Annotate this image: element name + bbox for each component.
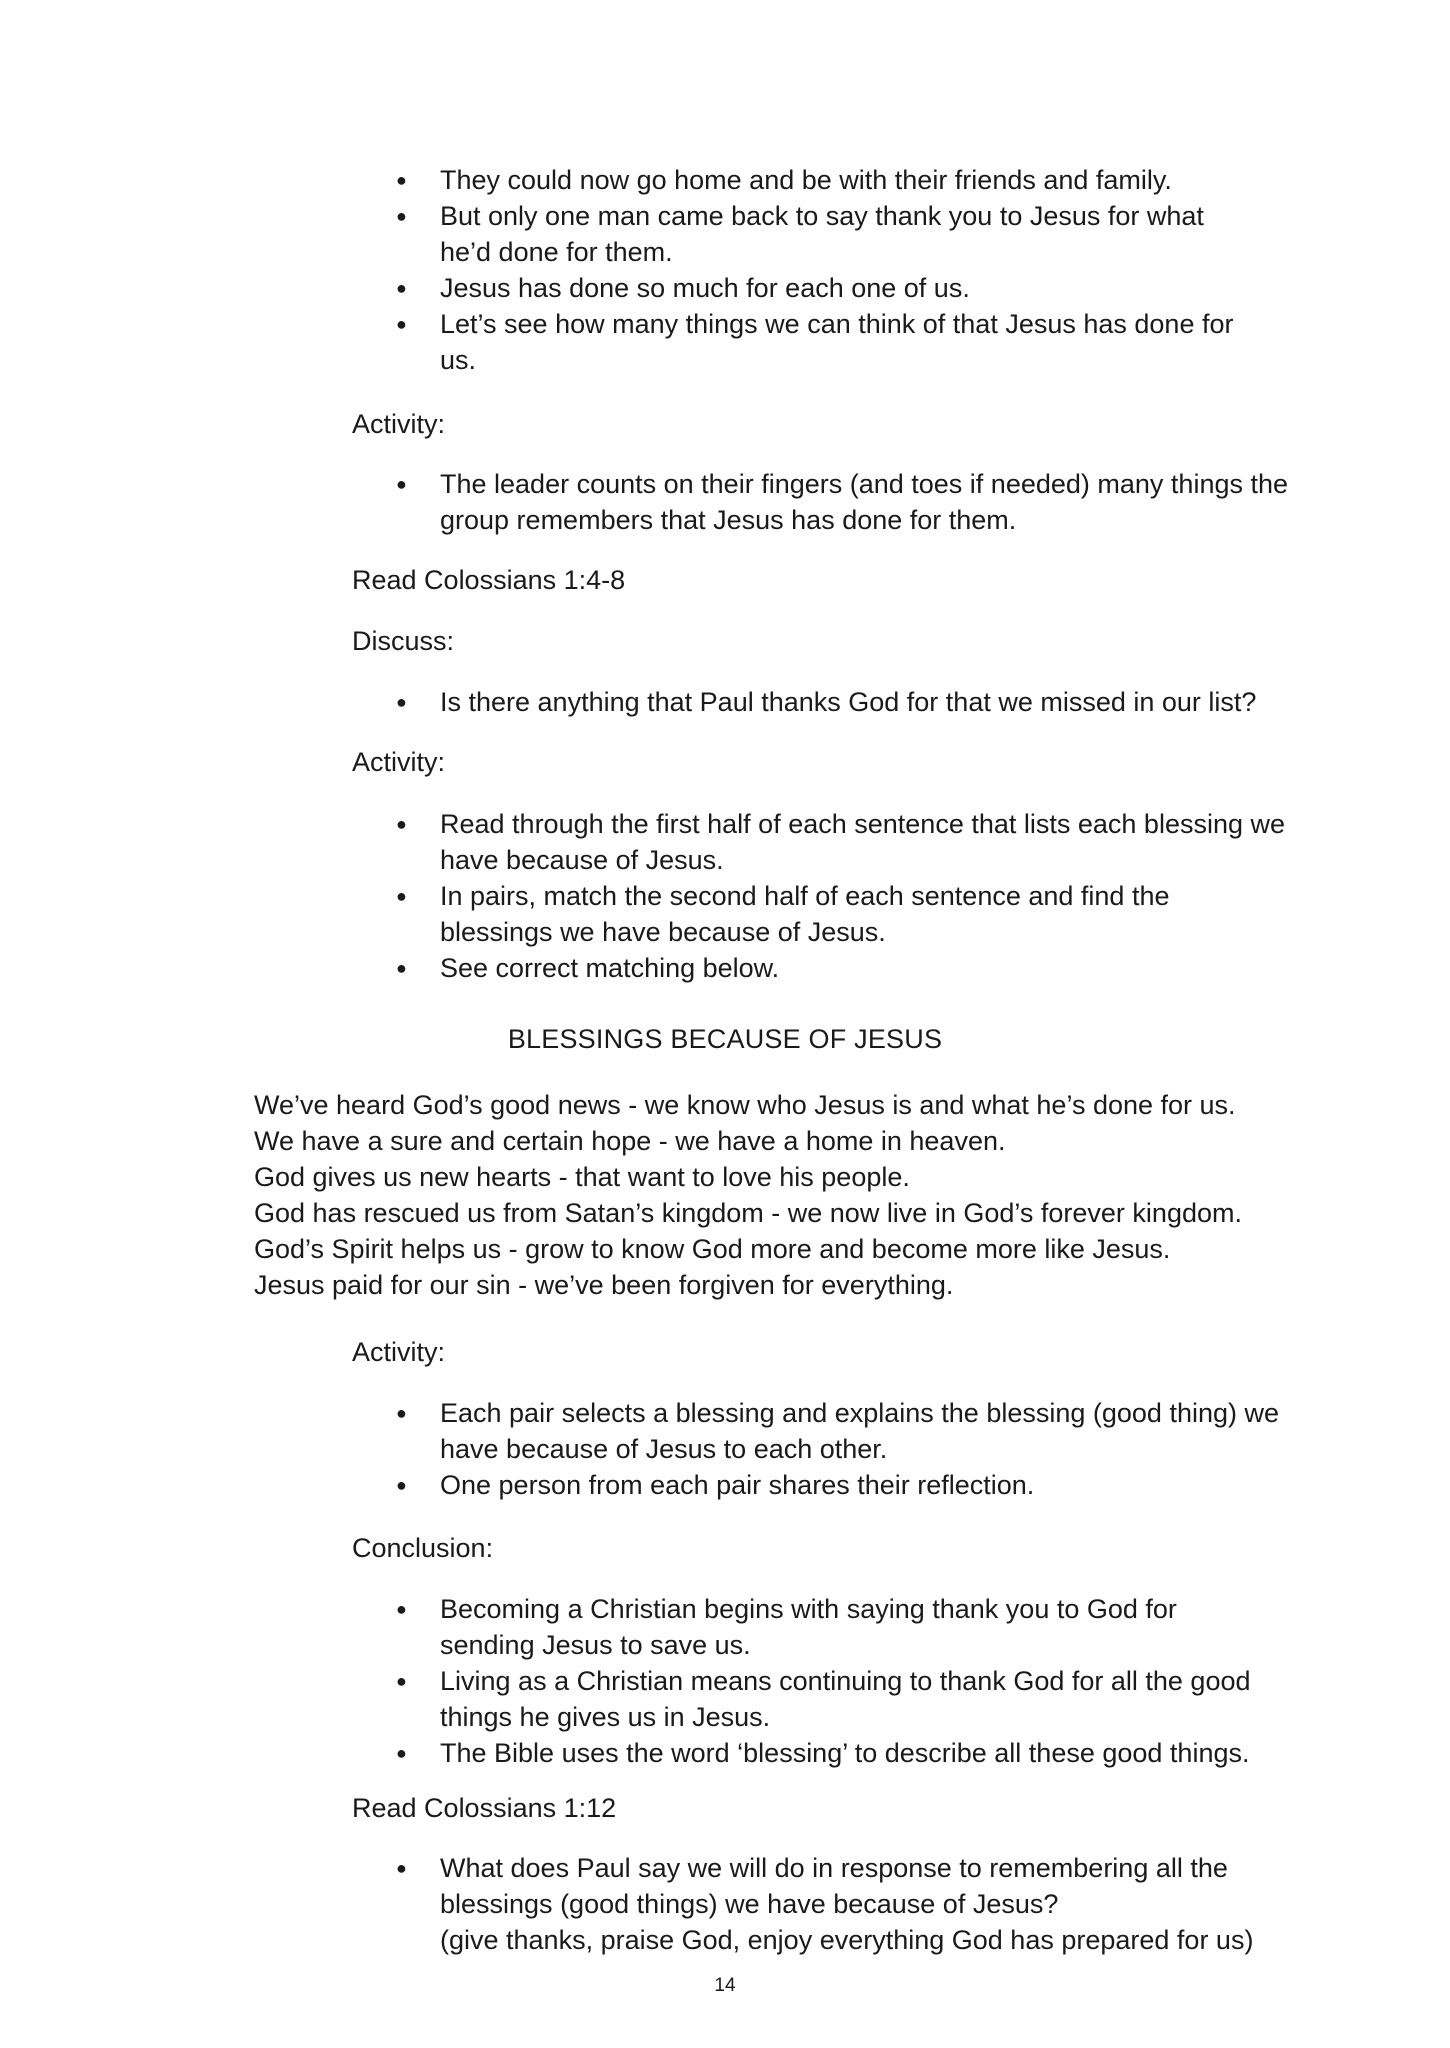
list-item: ● See correct matching below. xyxy=(396,950,1296,986)
activity-label: Activity: xyxy=(352,747,446,777)
list-item: ● One person from each pair shares their reflection. xyxy=(396,1467,1296,1503)
activity-bullet-list xyxy=(396,466,1296,538)
scripture-reference: Read Colossians 1:4-8 xyxy=(352,565,626,595)
scripture-reference: Read Colossians 1:12 xyxy=(352,1793,617,1823)
list-item: ● Read through the first half of each sentence that lists each blessing we have because of Jesus. xyxy=(396,806,1290,878)
blessing-line: Jesus paid for our sin - we’ve been forgiven for everything. xyxy=(254,1270,954,1300)
activity-label: Activity: xyxy=(352,409,446,439)
discuss-bullet-list xyxy=(396,684,1296,720)
conclusion-bullet-list xyxy=(396,1591,1296,1771)
blessing-line: We’ve heard God’s good news - we know who Jesus is and what he’s done for us. xyxy=(254,1090,1236,1120)
activity-bullet-list xyxy=(396,806,1296,986)
discuss-label: Discuss: xyxy=(352,626,455,656)
list-item: ● Becoming a Christian begins with saying thank you to God for sending Jesus to save us. xyxy=(396,1591,1240,1663)
conclusion-label: Conclusion: xyxy=(352,1533,494,1563)
list-item xyxy=(396,1850,1300,1958)
page-number: 14 xyxy=(714,1975,736,1996)
activity-bullet-list xyxy=(396,1395,1296,1503)
list-item: ● They could now go home and be with their friends and family. xyxy=(396,162,1296,198)
list-item: ● The leader counts on their fingers (and toes if needed) many things the group remembers that Jesus has done for them. xyxy=(396,466,1290,538)
blessing-line: We have a sure and certain hope - we have a home in heaven. xyxy=(254,1126,1006,1156)
list-item: ● Is there anything that Paul thanks God for that we missed in our list? xyxy=(396,684,1296,720)
blessing-line: God gives us new hearts - that want to love his people. xyxy=(254,1162,910,1192)
answer-text: (give thanks, praise God, enjoy everything God has prepared for us) xyxy=(440,1925,1254,1955)
section-heading: BLESSINGS BECAUSE OF JESUS xyxy=(507,1024,943,1054)
list-item: ● In pairs, match the second half of each sentence and find the blessings we have because of Jesus. xyxy=(396,878,1240,950)
final-bullet-list xyxy=(396,1850,1296,1958)
question-text: What does Paul say we will do in response to remembering all the blessings (good things) we have because of Jesus? xyxy=(440,1853,1228,1919)
blessing-line: God has rescued us from Satan’s kingdom - we now live in God’s forever kingdom. xyxy=(254,1198,1242,1228)
intro-bullet-list xyxy=(396,162,1296,378)
list-item: ● The Bible uses the word ‘blessing’ to describe all these good things. xyxy=(396,1735,1296,1771)
list-item: ● But only one man came back to say thank you to Jesus for what he’d done for them. xyxy=(396,198,1240,270)
list-item: ● Let’s see how many things we can think of that Jesus has done for us. xyxy=(396,306,1270,378)
list-item: ● Living as a Christian means continuing to thank God for all the good things he gives us in Jesus. xyxy=(396,1663,1300,1735)
list-item: ● Each pair selects a blessing and explains the blessing (good thing) we have because of Jesus to each other. xyxy=(396,1395,1290,1467)
list-item: ● Jesus has done so much for each one of us. xyxy=(396,270,1296,306)
blessings-list xyxy=(254,1087,1354,1303)
activity-label: Activity: xyxy=(352,1337,446,1367)
blessing-line: God’s Spirit helps us - grow to know God more and become more like Jesus. xyxy=(254,1234,1171,1264)
